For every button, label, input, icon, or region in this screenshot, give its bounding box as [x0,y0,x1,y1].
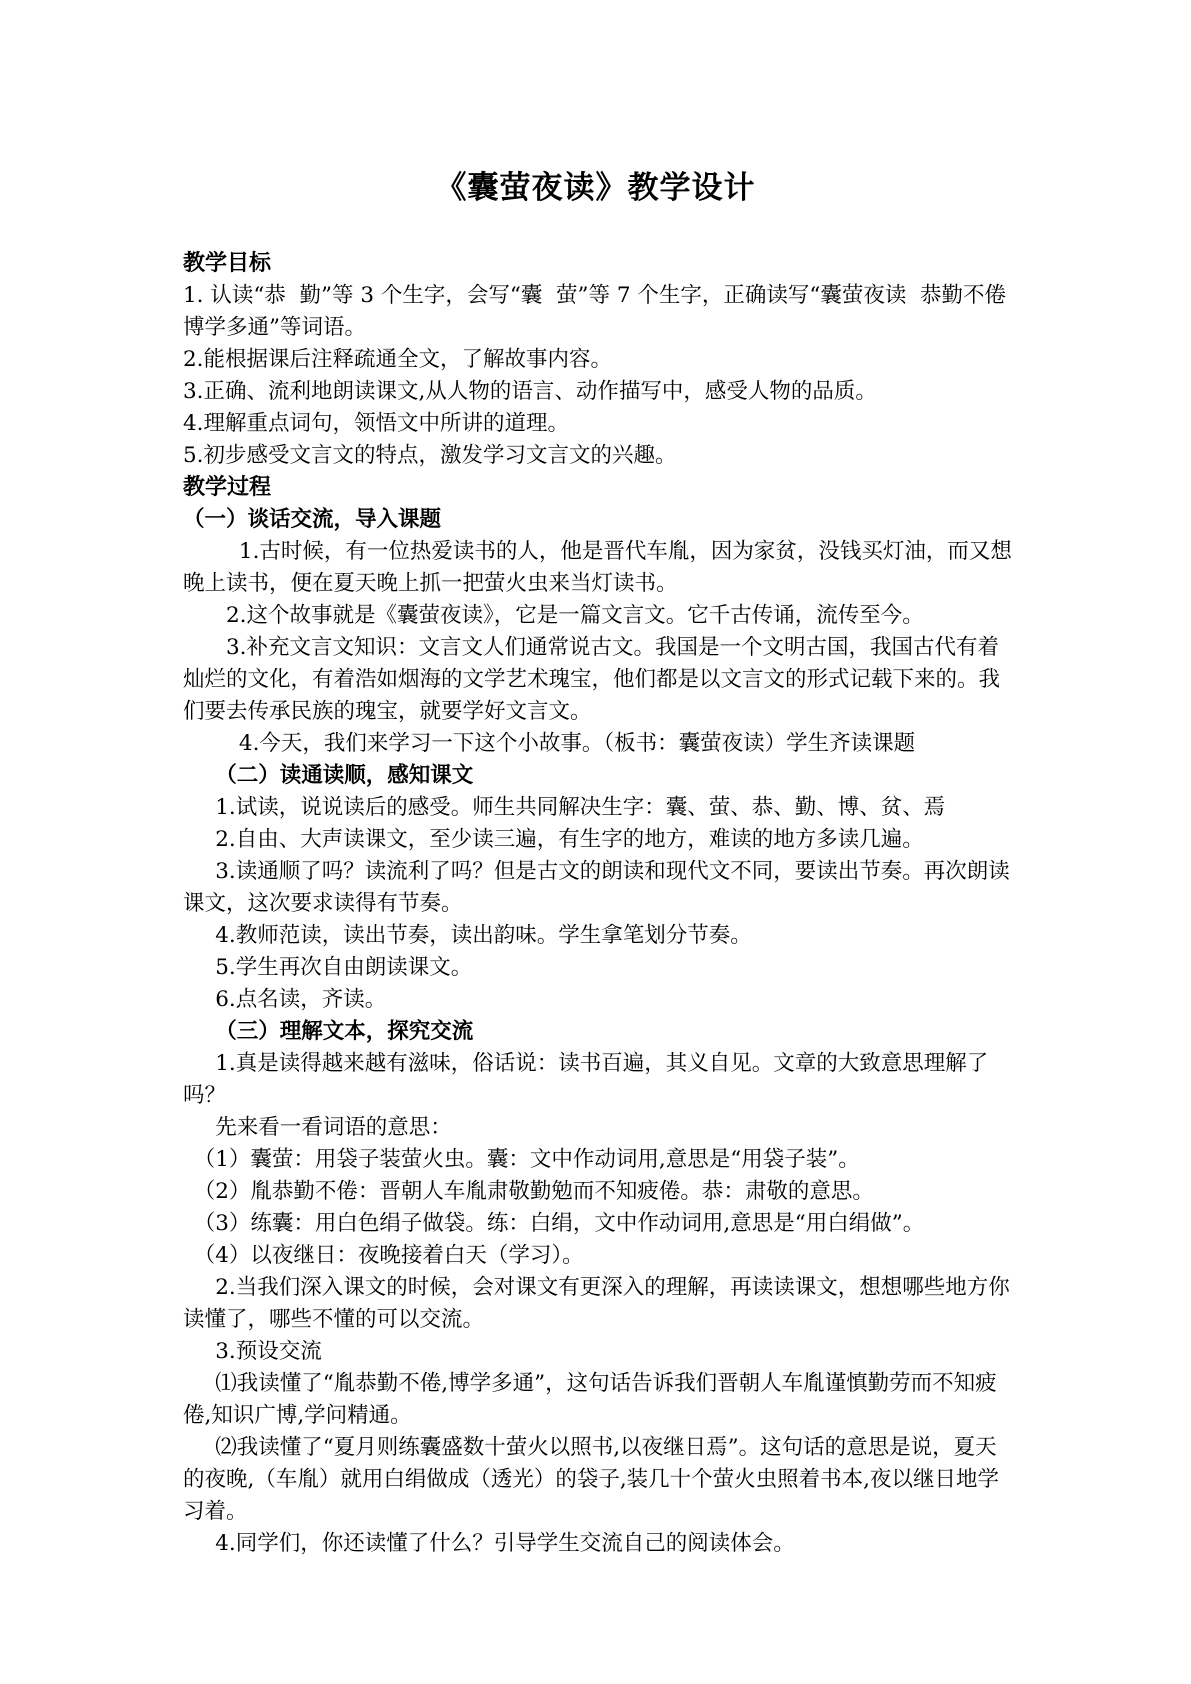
document-body [183,248,1018,1560]
word-explanation: （1）囊萤：用袋子装萤火虫。囊：文中作动词用,意思是“用袋子装”。 [193,1147,860,1172]
process-item: 2.自由、大声读课文，至少读三遍，有生字的地方，难读的地方多读几遍。 [215,827,924,852]
goal-item: 2.能根据课后注释疏通全文，了解故事内容。 [183,347,613,372]
subsection-heading-1: （一）谈话交流，导入课题 [183,507,442,532]
process-item: 1.古时候，有一位热爱读书的人，他是晋代车胤，因为家贫，没钱买灯油，而又想晚上读书，便在夏天晚上抓一把萤火虫来当灯读书。 [183,539,1012,596]
process-item: 4.教师范读，读出节奏，读出韵味。学生拿笔划分节奏。 [215,923,752,948]
process-item: 3.补充文言文知识：文言文人们通常说古文。我国是一个文明古国，我国古代有着灿烂的文化，有着浩如烟海的文学艺术瑰宝，他们都是以文言文的形式记载下来的。我们要去传承民族的瑰宝，就要学好文言文。 [183,635,1001,724]
word-explanation: （3）练囊：用白色绢子做袋。练：白绢，文中作动词用,意思是“用白绢做”。 [193,1211,925,1236]
process-item: 4.同学们，你还读懂了什么？引导学生交流自己的阅读体会。 [215,1531,795,1556]
section-heading-process: 教学过程 [183,475,272,500]
process-item: 2.当我们深入课文的时候，会对课文有更深入的理解，再读读课文，想想哪些地方你读懂了，哪些不懂的可以交流。 [183,1275,1010,1332]
process-item: 1.试读，说说读后的感受。师生共同解决生字：囊、萤、恭、勤、博、贫、焉 [215,795,946,820]
goal-item: 5.初步感受文言文的特点，激发学习文言文的兴趣。 [183,443,677,468]
process-item: 6.点名读，齐读。 [215,987,387,1012]
word-explanation: （4）以夜继日：夜晚接着白天（学习）。 [193,1243,584,1268]
process-item: 5.学生再次自由朗读课文。 [215,955,473,980]
process-item: 1.真是读得越来越有滋味，俗话说：读书百遍，其义自见。文章的大致意思理解了吗？ [183,1051,989,1108]
process-item: 3.读通顺了吗？读流利了吗？但是古文的朗读和现代文不同，要读出节奏。再次朗读课文，这次要求读得有节奏。 [183,859,1010,916]
document-title: 《囊萤夜读》教学设计 [435,170,756,206]
section-heading-goals: 教学目标 [183,251,272,276]
process-subitem: ⑴我读懂了“胤恭勤不倦,博学多通”，这句话告诉我们晋朝人车胤谨慎勤劳而不知疲倦,知识广博,学问精通。 [183,1371,997,1428]
process-item: 先来看一看词语的意思： [215,1115,452,1140]
goal-item: 1. 认读“恭 勤”等 3 个生字，会写“囊 萤”等 7 个生字，正确读写“囊萤夜读 恭勤不倦 博学多通”等词语。 [183,283,1020,340]
goal-item: 3.正确、流利地朗读课文,从人物的语言、动作描写中，感受人物的品质。 [183,379,877,404]
goal-item: 4.理解重点词句，领悟文中所讲的道理。 [183,411,570,436]
process-item: 2.这个故事就是《囊萤夜读》，它是一篇文言文。它千古传诵，流传至今。 [226,603,924,628]
process-subitem: ⑵我读懂了“夏月则练囊盛数十萤火以照书,以夜继日焉”。这句话的意思是说，夏天的夜晚,（车胤）就用白绢做成（透光）的袋子,装几十个萤火虫照着书本,夜以继日地学习着。 [183,1435,1000,1524]
process-item: 3.预设交流 [215,1339,322,1364]
subsection-heading-2: （二）读通读顺，感知课文 [215,763,474,788]
process-item: 4.今天，我们来学习一下这个小故事。（板书：囊萤夜读）学生齐读课题 [238,731,916,756]
word-explanation: （2）胤恭勤不倦：晋朝人车胤肃敬勤勉而不知疲倦。恭：肃敬的意思。 [193,1179,874,1204]
subsection-heading-3: （三）理解文本，探究交流 [215,1019,474,1044]
